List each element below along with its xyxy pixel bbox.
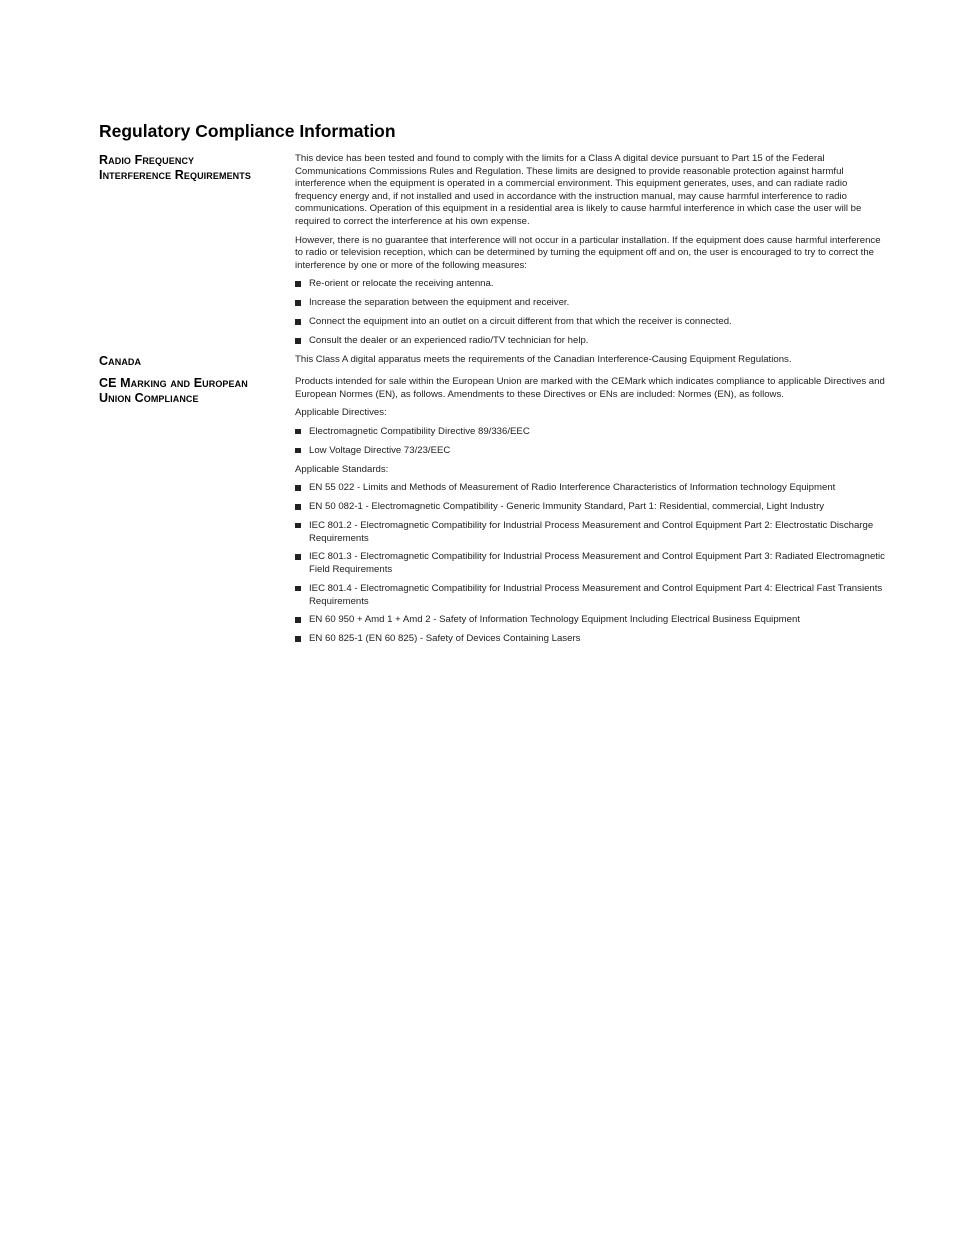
list-item <box>295 426 887 439</box>
section-heading-ce-marking <box>99 376 284 406</box>
heading-line: CE Marking and European <box>99 376 248 390</box>
list-item <box>295 316 887 329</box>
paragraph: Products intended for sale within the European Union are marked with the CEMark which indicates compliance to applicable Directives and European Normes (EN), as follows. Amendments to these Directives or ENs are included: Normes (EN), as follows. <box>295 376 885 400</box>
directives-label: Applicable Directives: <box>295 407 387 419</box>
square-bullet-icon <box>295 636 301 642</box>
paragraph: This Class A digital apparatus meets the requirements of the Canadian Interference-Causing Equipment Regulations. <box>295 354 792 365</box>
list-item-text: EN 55 022 - Limits and Methods of Measurement of Radio Interference Characteristics of Information technology Equipment <box>309 482 836 494</box>
list-item <box>295 583 887 608</box>
heading-line: Interference Requirements <box>99 168 251 182</box>
list-item <box>295 501 887 514</box>
list-item-text: EN 50 082-1 - Electromagnetic Compatibility - Generic Immunity Standard, Part 1: Residential, commercial, Light Industry <box>309 501 825 513</box>
bullet-list <box>295 278 887 347</box>
square-bullet-icon <box>295 338 301 344</box>
list-item <box>295 445 887 458</box>
square-bullet-icon <box>295 485 301 491</box>
list-item <box>295 482 887 495</box>
list-item-text: IEC 801.4 - Electromagnetic Compatibility for Industrial Process Measurement and Control Equipment Part 4: Electrical Fast Transients Requirements <box>309 582 883 607</box>
square-bullet-icon <box>295 300 301 306</box>
section-body-ce-marking <box>295 376 887 652</box>
square-bullet-icon <box>295 617 301 623</box>
list-item-text: Consult the dealer or an experienced radio/TV technician for help. <box>309 335 589 347</box>
list-item <box>295 551 887 576</box>
page-title: Regulatory Compliance Information <box>99 121 396 141</box>
directives-list <box>295 426 887 457</box>
list-item <box>295 614 887 627</box>
list-item-text: Re-orient or relocate the receiving antenna. <box>309 278 494 290</box>
list-item-text: EN 60 825-1 (EN 60 825) - Safety of Devices Containing Lasers <box>309 633 581 645</box>
list-item <box>295 520 887 545</box>
square-bullet-icon <box>295 554 301 560</box>
list-item-text: Increase the separation between the equipment and receiver. <box>309 297 570 309</box>
list-item-text: EN 60 950 + Amd 1 + Amd 2 - Safety of Information Technology Equipment Including Electrical Business Equipment <box>309 614 800 626</box>
section-body-radio-frequency <box>295 153 887 354</box>
standards-label: Applicable Standards: <box>295 463 389 475</box>
list-item-text: IEC 801.3 - Electromagnetic Compatibility for Industrial Process Measurement and Control Equipment Part 3: Radiated Electromagnetic Field Requirements <box>309 551 885 576</box>
section-body-canada <box>295 354 887 373</box>
heading-line: Radio Frequency <box>99 153 195 167</box>
list-item-text: Connect the equipment into an outlet on a circuit different from that which the receiver is connected. <box>309 316 732 328</box>
list-item-text: Electromagnetic Compatibility Directive 89/336/EEC <box>309 425 530 437</box>
list-item <box>295 278 887 291</box>
square-bullet-icon <box>295 281 301 287</box>
list-item-text: IEC 801.2 - Electromagnetic Compatibility for Industrial Process Measurement and Control Equipment Part 2: Electrostatic Discharge Requirements <box>309 519 874 544</box>
square-bullet-icon <box>295 429 301 435</box>
square-bullet-icon <box>295 523 301 529</box>
list-item <box>295 297 887 310</box>
list-item <box>295 633 887 646</box>
list-item <box>295 335 887 348</box>
square-bullet-icon <box>295 586 301 592</box>
square-bullet-icon <box>295 448 301 454</box>
heading-line: Union Compliance <box>99 391 199 405</box>
square-bullet-icon <box>295 319 301 325</box>
heading-line: Canada <box>99 354 142 368</box>
section-heading-canada <box>99 354 284 369</box>
paragraph: However, there is no guarantee that interference will not occur in a particular installation. If the equipment does cause harmful interference to radio or television reception, which can be determined by turning the equipment off and on, the user is encouraged to try to correct the interference by one or more of the following measures: <box>295 234 881 271</box>
standards-list <box>295 482 887 646</box>
square-bullet-icon <box>295 504 301 510</box>
paragraph: This device has been tested and found to comply with the limits for a Class A digital device pursuant to Part 15 of the Federal Communications Commissions Rules and Regulation. These limits are designed to provide reasonable protection against harmful interference when the equipment is operated in a commercial environment. This equipment generates, uses, and can radiate radio frequency energy and, if not installed and used in accordance with the instruction manual, may cause harmful interference to radio communications. Operation of this equipment in a residential area is likely to cause harmful interference in which case the user will be required to correct the interference at his own expense. <box>295 153 862 227</box>
section-heading-radio-frequency <box>99 153 284 183</box>
list-item-text: Low Voltage Directive 73/23/EEC <box>309 444 451 456</box>
